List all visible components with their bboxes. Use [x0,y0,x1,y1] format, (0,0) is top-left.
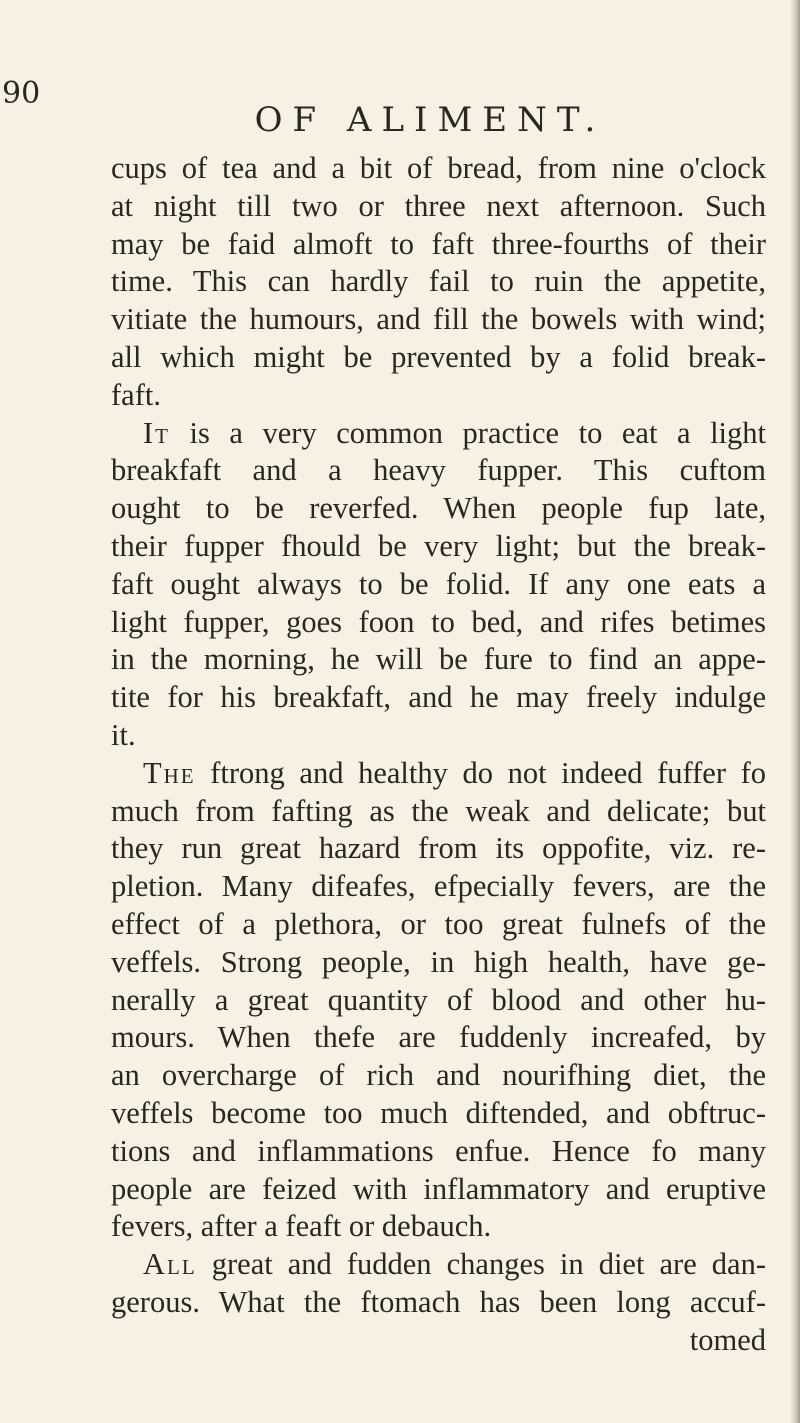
text-line: fevers, after a feaft or debauch. [111,1209,492,1244]
body-text [111,150,766,1360]
text-line: it. [111,717,136,752]
page-number: 90 [2,76,41,111]
text-line: gerous. What the ftomach has been long accuf- [111,1284,766,1319]
text-line: faft. [111,377,161,412]
paragraph-lead-word: The [143,755,196,790]
text-line: veffels become too much diftended, and obftruc- [111,1095,766,1130]
text-line: faft ought always to be folid. If any one eats a [111,566,766,601]
text-line: at night till two or three next afternoon. Such [111,188,766,223]
text-line: all which might be prevented by a folid break- [111,339,766,374]
text-line: vitiate the humours, and fill the bowels with wind; [111,302,766,337]
text-line-rest: great and fudden changes in diet are dan- [196,1247,766,1282]
text-line: people are feized with inflammatory and eruptive [111,1171,766,1206]
text-line: in the morning, he will be fure to find an appe- [111,642,766,677]
paragraph-lead-word: It [143,415,170,450]
running-head: OF ALIMENT. [254,100,606,140]
text-line: tite for his breakfaft, and he may freely indulge [111,680,766,715]
page-edge-shadow [790,0,800,1423]
text-line: effect of a plethora, or too great fulnefs of the [111,906,766,941]
text-line: veffels. Strong people, in high health, have ge- [111,944,766,979]
text-line: an overcharge of rich and nourifhing diet, the [111,1058,766,1093]
text-line: time. This can hardly fail to ruin the appetite, [111,264,766,299]
paragraph-first-line [111,1246,766,1284]
text-line: light fupper, goes foon to bed, and rifes betimes [111,604,766,639]
text-line: may be faid almoft to faft three-fourths of their [111,226,766,261]
text-line: they run great hazard from its oppofite, viz. re- [111,831,766,866]
text-line: tions and inflammations enfue. Hence fo many [111,1133,766,1168]
paragraph-first-line [111,755,766,793]
text-line: breakfaft and a heavy fupper. This cuftom [111,453,766,488]
text-line: mours. When thefe are fuddenly increafed, by [111,1020,766,1055]
text-line-rest: ftrong and healthy do not indeed fuffer fo [195,755,766,790]
text-line: nerally a great quantity of blood and other hu- [111,982,766,1017]
text-line: ought to be reverfed. When people fup late, [111,491,766,526]
paragraph-first-line [111,415,766,453]
text-line: much from fafting as the weak and delicate; but [111,793,766,828]
text-line: pletion. Many difeafes, efpecially fevers, are the [111,869,766,904]
text-line: cups of tea and a bit of bread, from nine o'clock [111,151,766,185]
catchword: tomed [689,1322,766,1357]
paragraph-lead-word: All [143,1247,197,1282]
text-line: their fupper fhould be very light; but the break- [111,528,766,563]
text-line-rest: is a very common practice to eat a light [169,415,766,450]
